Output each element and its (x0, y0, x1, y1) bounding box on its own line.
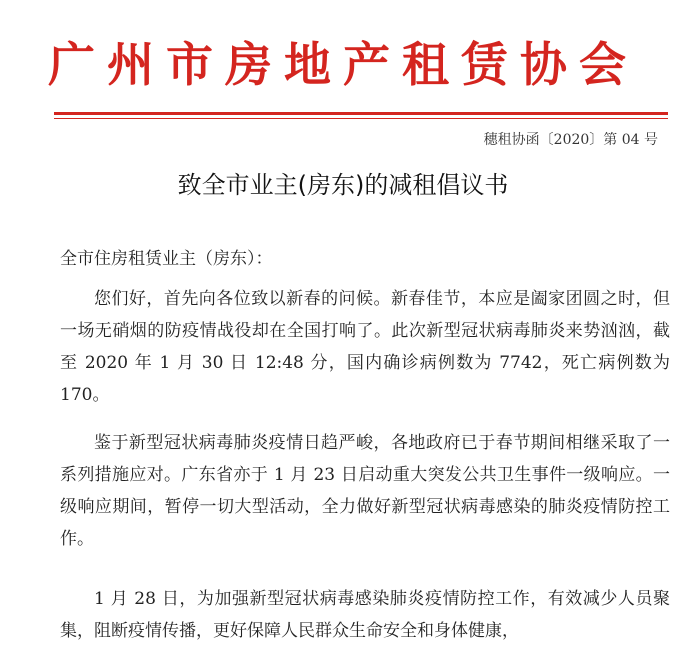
paragraph-greeting: 您们好，首先向各位致以新春的问候。新春佳节，本应是阖家团圆之时，但一场无硝烟的防疫情战役却在全国打响了。此次新型冠状病毒肺炎来势汹汹，截至 2020 年 1 月 30 日 12:48 分，国内确诊病例数为 7742，死亡病例数为 170。 (60, 289, 670, 405)
document-number: 穗租协函〔2020〕第 04 号 (483, 132, 658, 148)
paragraph-government-response: 鉴于新型冠状病毒肺炎疫情日趋严峻，各地政府已于春节期间相继采取了一系列措施应对。广东省亦于 1 月 23 日启动重大突发公共卫生事件一级响应。一级响应期间，暂停一切大型活动，全力做好新型冠状病毒感染的肺炎疫情防控工作。 (60, 433, 670, 549)
document-title: 致全市业主(房东)的减租倡议书 (177, 171, 509, 199)
letterhead-organization-title: 广州市房地产租赁协会 (48, 38, 638, 93)
letterhead-divider-thick (54, 112, 668, 115)
salutation: 全市住房租赁业主（房东）： (60, 249, 273, 269)
paragraph-jan-28: 1 月 28 日，为加强新型冠状病毒感染肺炎疫情防控工作，有效减少人员聚集，阻断疫情传播，更好保障人民群众生命安全和身体健康， (60, 589, 670, 641)
letterhead-divider-thin (54, 118, 668, 119)
